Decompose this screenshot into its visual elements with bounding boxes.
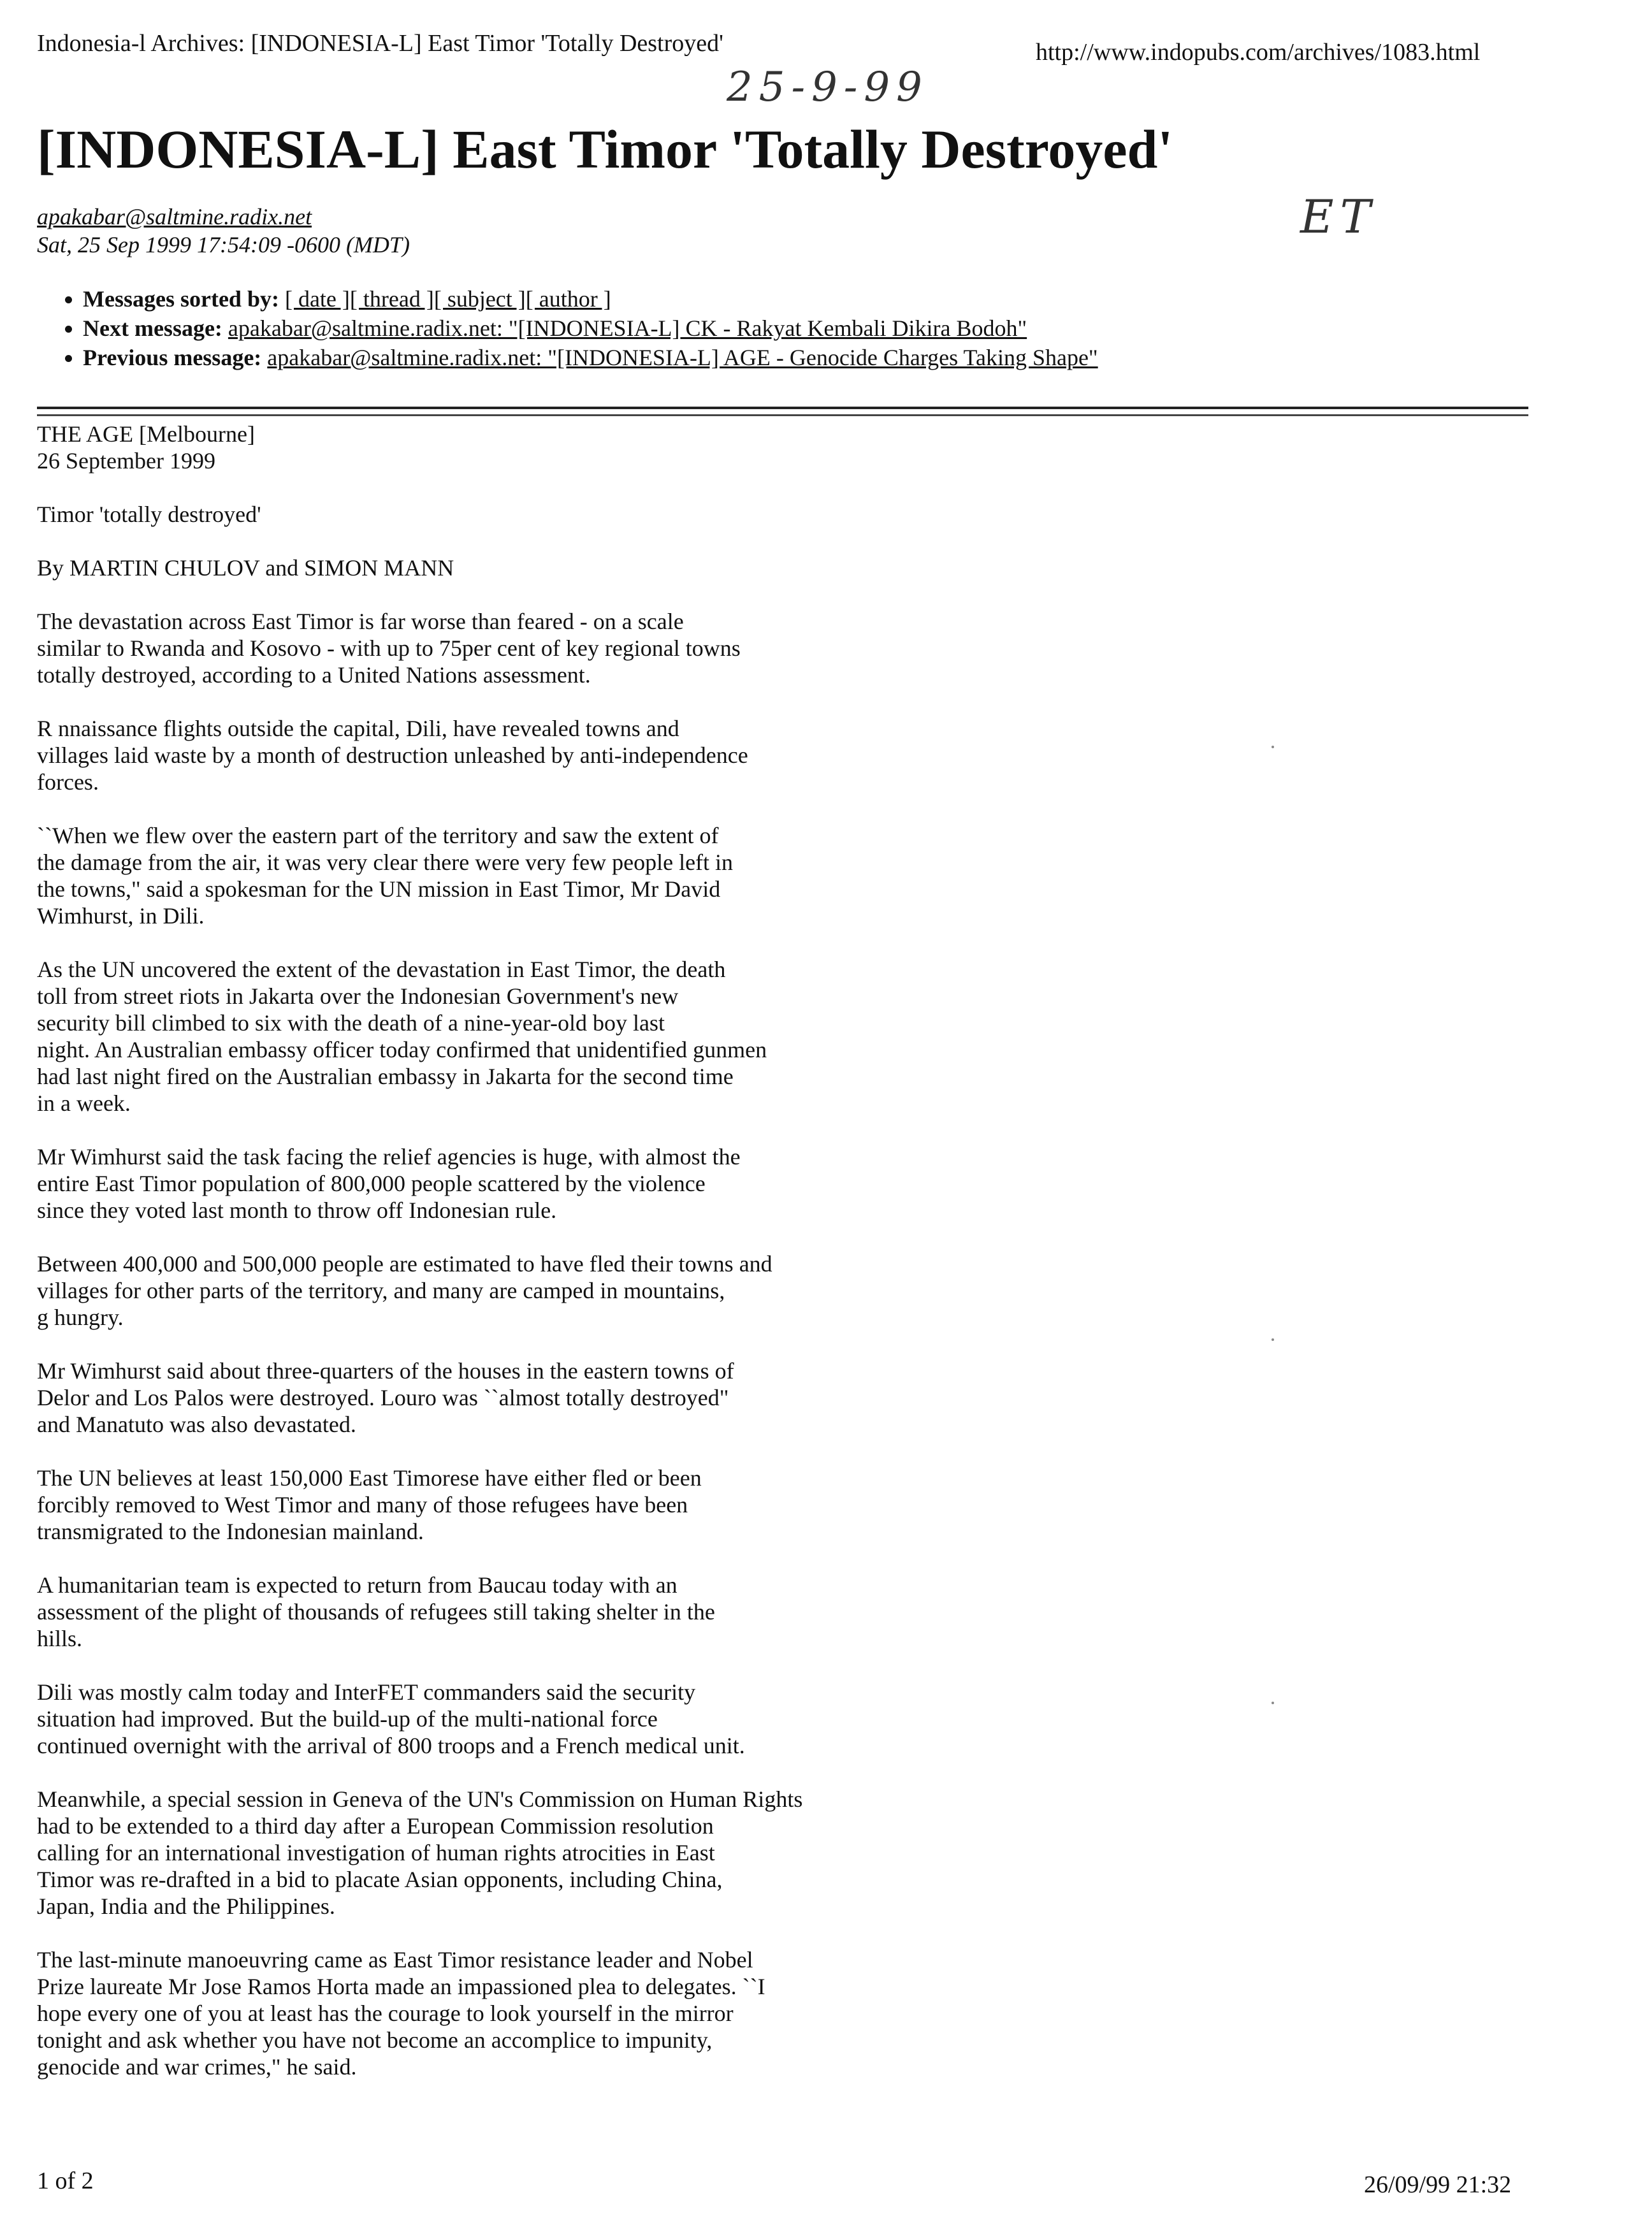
- article-paragraph: ``When we flew over the eastern part of the territory and saw the extent of the damage from the air, it was very clear there were very few people left in the towns," said a spokesman for the UN mission in East Timor, Mr David Wimhurst, in Dili.: [37, 823, 734, 929]
- next-message: [83, 314, 1098, 343]
- handwritten-date: 25-9-99: [727, 64, 929, 111]
- sort-by-subject-link[interactable]: [ subject ]: [433, 286, 526, 312]
- next-message-link[interactable]: apakabar@saltmine.radix.net: "[INDONESIA-L] CK - Rakyat Kembali Dikira Bodoh": [228, 315, 1027, 341]
- previous-message-label: Previous message:: [83, 345, 262, 370]
- divider: [37, 414, 1528, 416]
- sort-label: Messages sorted by:: [83, 286, 279, 312]
- scan-speck: [1272, 1702, 1274, 1704]
- article-headline: Timor 'totally destroyed': [37, 502, 261, 527]
- article-paragraph: Mr Wimhurst said the task facing the relief agencies is huge, with almost the entire East Timor population of 800,000 people scattered by the violence since they voted last month to throw off Indonesian rule.: [37, 1144, 741, 1223]
- page-header-title: Indonesia-l Archives: [INDONESIA-L] East Timor 'Totally Destroyed': [37, 30, 723, 57]
- page-number: 1 of 2: [37, 2168, 94, 2194]
- article-paragraph: As the UN uncovered the extent of the devastation in East Timor, the death toll from street riots in Jakarta over the Indonesian Government's new security bill climbed to six with the death of a nine-year-old boy last night. An Australian embassy officer today confirmed that unidentified gunmen had last night fired on the Australian embassy in Jakarta for the second time in a week.: [37, 957, 767, 1116]
- article-source: THE AGE [Melbourne] 26 September 1999: [37, 421, 255, 474]
- handwritten-initials: ET: [1300, 190, 1377, 243]
- article-paragraph: Meanwhile, a special session in Geneva of the UN's Commission on Human Rights had to be extended to a third day after a European Commission resolution calling for an international investigation of human rights atrocities in East Timor was re-drafted in a bid to placate Asian opponents, including China, Japan, India and the Philippines.: [37, 1786, 803, 1919]
- next-message-label: Next message:: [83, 315, 222, 341]
- sort-options: [83, 284, 1098, 314]
- article-paragraph: R nnaissance flights outside the capital, Dili, have revealed towns and villages laid waste by a month of destruction unleashed by anti-independence forces.: [37, 716, 748, 795]
- previous-message: [83, 343, 1098, 372]
- sort-by-author-link[interactable]: [ author ]: [525, 286, 611, 312]
- sort-by-date-link[interactable]: [ date ]: [284, 286, 350, 312]
- scan-speck: [1272, 1338, 1274, 1341]
- article-paragraph: Between 400,000 and 500,000 people are estimated to have fled their towns and villages for other parts of the territory, and many are camped in mountains, g hungry.: [37, 1251, 772, 1330]
- article-body: [37, 421, 929, 2107]
- article-paragraph: The devastation across East Timor is far worse than feared - on a scale similar to Rwanda and Kosovo - with up to 75per cent of key regional towns totally destroyed, according to a United Nations assessment.: [37, 609, 741, 688]
- previous-message-link[interactable]: apakabar@saltmine.radix.net: "[INDONESIA-L] AGE - Genocide Charges Taking Shape": [267, 345, 1098, 370]
- article-paragraph: A humanitarian team is expected to return from Baucau today with an assessment of the plight of thousands of refugees still taking shelter in the hills.: [37, 1572, 715, 1651]
- sort-by-thread-link[interactable]: [ thread ]: [349, 286, 434, 312]
- page-header-url: http://www.indopubs.com/archives/1083.html: [1036, 39, 1481, 66]
- divider: [37, 407, 1528, 409]
- message-meta: [37, 203, 410, 259]
- print-timestamp: 26/09/99 21:32: [1364, 2171, 1512, 2198]
- article-paragraph: Mr Wimhurst said about three-quarters of the houses in the eastern towns of Delor and Los Palos were destroyed. Louro was ``almost totally destroyed" and Manatuto was also devastated.: [37, 1358, 734, 1437]
- article-paragraph: The last-minute manoeuvring came as East Timor resistance leader and Nobel Prize laureate Mr Jose Ramos Horta made an impassioned plea to delegates. ``I hope every one of you at least has the courage to look yourself in the mirror tonight and ask whether you have not become an accomplice to impunity, genocide and war crimes," he said.: [37, 1947, 765, 2080]
- message-date: Sat, 25 Sep 1999 17:54:09 -0600 (MDT): [37, 232, 410, 257]
- article-paragraph: The UN believes at least 150,000 East Timorese have either fled or been forcibly removed to West Timor and many of those refugees have been transmigrated to the Indonesian mainland.: [37, 1465, 702, 1544]
- article-paragraph: Dili was mostly calm today and InterFET commanders said the security situation had improved. But the build-up of the multi-national force continued overnight with the arrival of 800 troops and a French medical unit.: [37, 1679, 745, 1758]
- article-byline: By MARTIN CHULOV and SIMON MANN: [37, 555, 454, 581]
- message-navigation: [45, 284, 1098, 372]
- author-email-link[interactable]: apakabar@saltmine.radix.net: [37, 204, 312, 229]
- scan-speck: [1272, 746, 1274, 748]
- page-title: [INDONESIA-L] East Timor 'Totally Destroyed': [37, 119, 1173, 180]
